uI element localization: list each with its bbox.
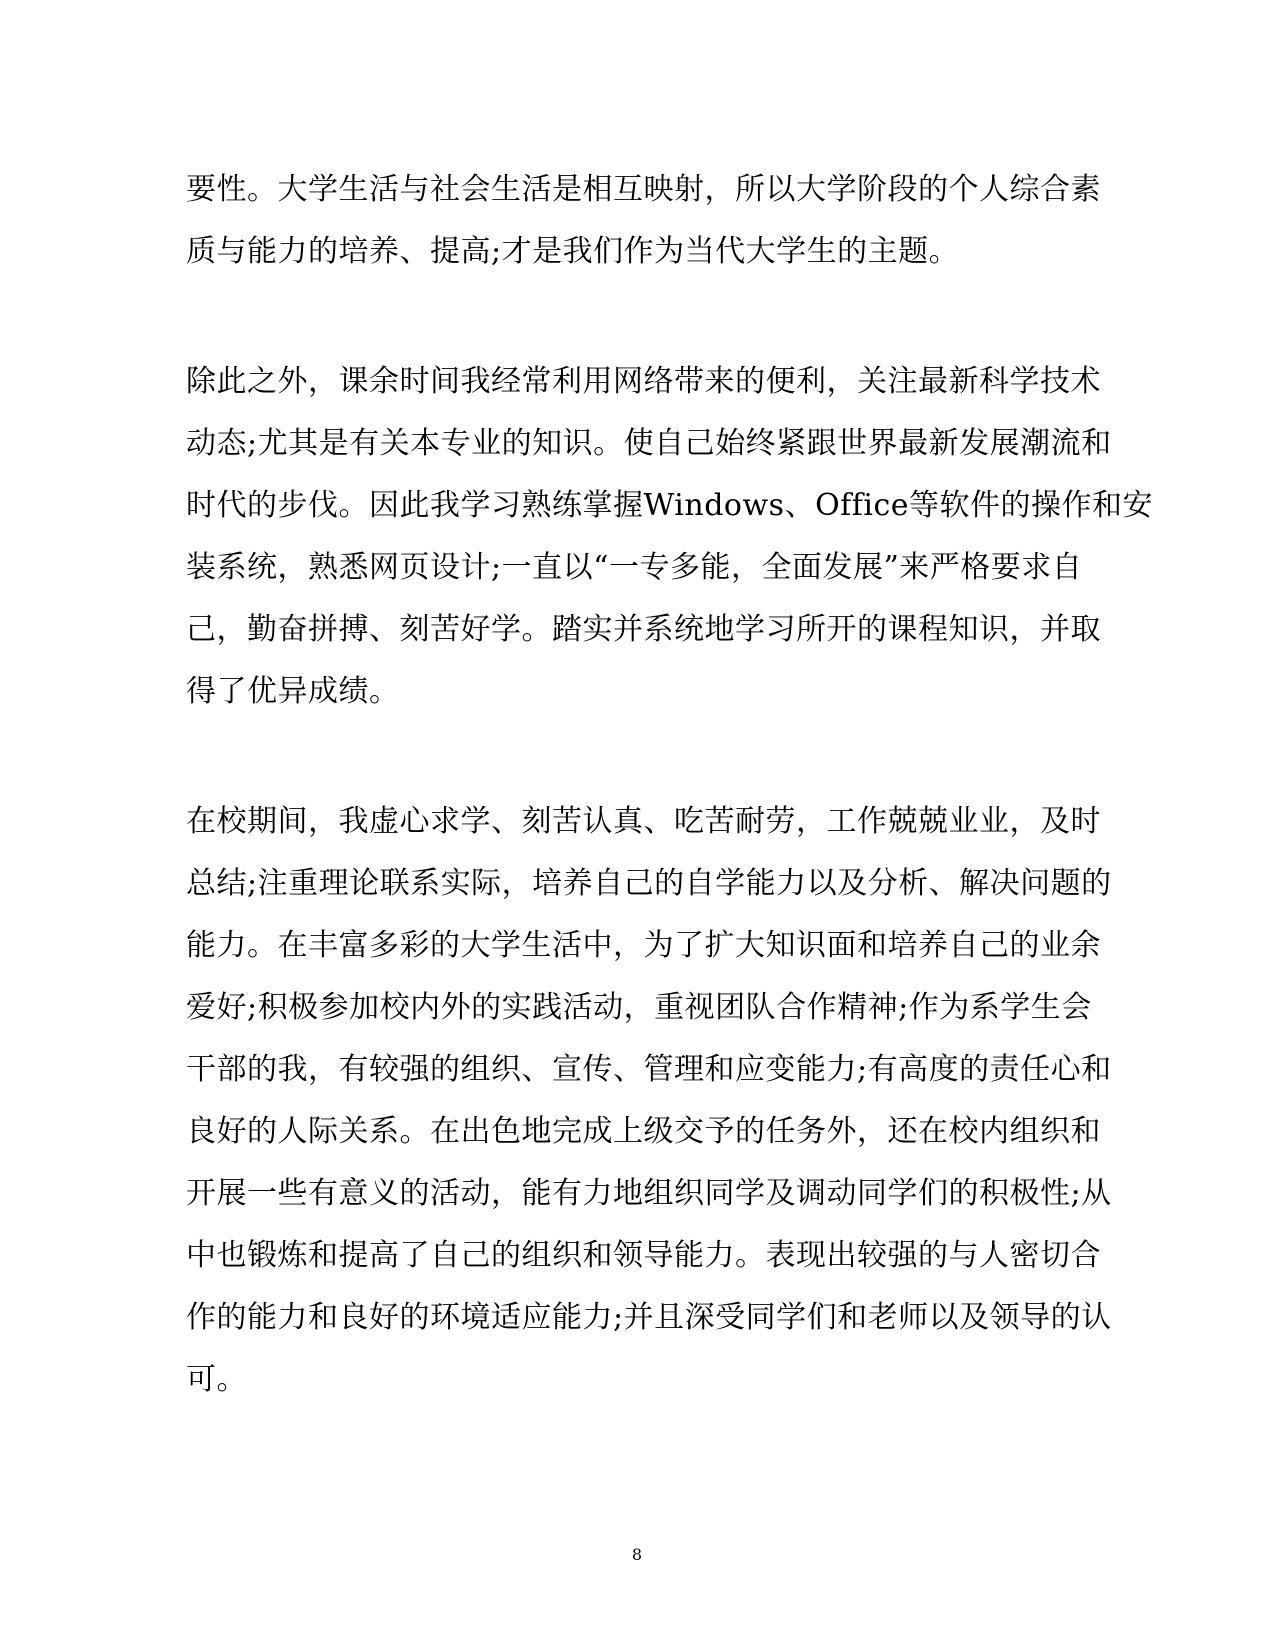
page-number: 8	[631, 1545, 643, 1564]
paragraph-2-line-6: 得了优异成绩。	[186, 674, 400, 709]
paragraph-3-line-8: 中也锻炼和提高了自己的组织和领导能力。表现出较强的与人密切合	[186, 1238, 1101, 1273]
paragraph-2-line-3: 时代的步伐。因此我学习熟练掌握Windows、Office等软件的操作和安	[186, 488, 1154, 523]
paragraph-2-line-4: 装系统，熟悉网页设计;一直以“一专多能，全面发展”来严格要求自	[186, 550, 1083, 585]
paragraph-3-line-4: 爱好;积极参加校内外的实践活动，重视团队合作精神;作为系学生会	[186, 990, 1092, 1025]
paragraph-3-line-10: 可。	[186, 1362, 247, 1397]
paragraph-3-line-5: 干部的我，有较强的组织、宣传、管理和应变能力;有高度的责任心和	[186, 1052, 1112, 1087]
paragraph-3-line-6: 良好的人际关系。在出色地完成上级交予的任务外，还在校内组织和	[186, 1114, 1101, 1149]
paragraph-1-line-1: 要性。大学生活与社会生活是相互映射，所以大学阶段的个人综合素	[186, 172, 1101, 207]
paragraph-3-line-1: 在校期间，我虚心求学、刻苦认真、吃苦耐劳，工作兢兢业业，及时	[186, 804, 1101, 839]
paragraph-1-line-2: 质与能力的培养、提高;才是我们作为当代大学生的主题。	[186, 234, 960, 269]
paragraph-2-line-5: 己，勤奋拼搏、刻苦好学。踏实并系统地学习所开的课程知识，并取	[186, 612, 1101, 647]
paragraph-2-line-2: 动态;尤其是有关本专业的知识。使自己始终紧跟世界最新发展潮流和	[186, 426, 1112, 461]
paragraph-3-line-9: 作的能力和良好的环境适应能力;并且深受同学们和老师以及领导的认	[186, 1300, 1112, 1335]
paragraph-3-line-2: 总结;注重理论联系实际，培养自己的自学能力以及分析、解决问题的	[186, 866, 1112, 901]
paragraph-3-line-3: 能力。在丰富多彩的大学生活中，为了扩大知识面和培养自己的业余	[186, 928, 1101, 963]
paragraph-3-line-7: 开展一些有意义的活动，能有力地组织同学及调动同学们的积极性;从	[186, 1176, 1112, 1211]
paragraph-2-line-1: 除此之外，课余时间我经常利用网络带来的便利，关注最新科学技术	[186, 364, 1101, 399]
